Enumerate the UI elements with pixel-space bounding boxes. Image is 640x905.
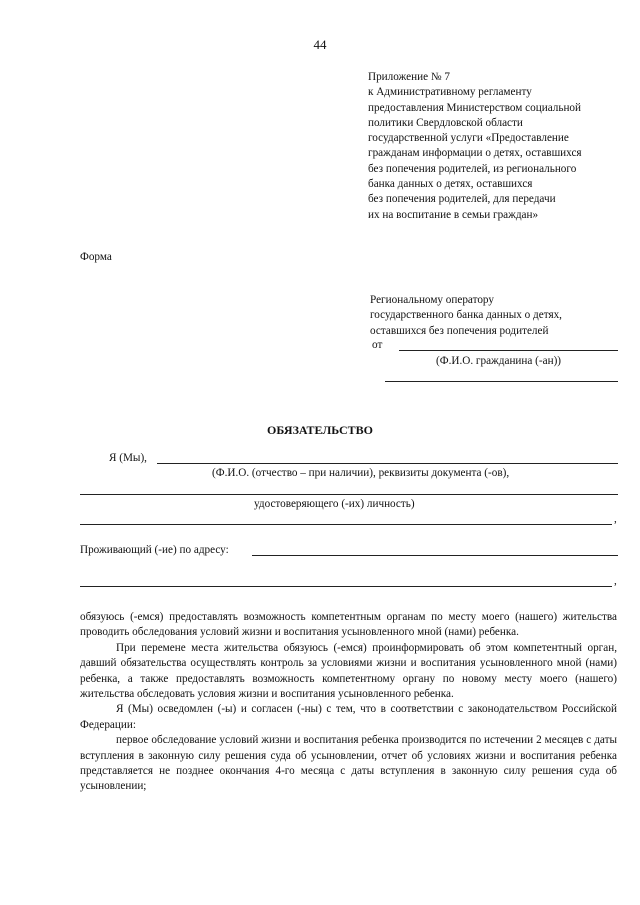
identity-hint: удостоверяющего (-их) личность)	[254, 498, 415, 510]
address-field[interactable]	[252, 555, 618, 556]
addressee-line: оставшихся без попечения родителей	[370, 324, 549, 337]
paragraph-relocation: При перемене места жительства обязуюсь (-емся) проинформировать об этом компетентный орган, давший обязательства осуществлять контроль за условиями жизни и воспитания усыновленного мной (нами) ребенка, а также предоставлять возможность компетентному органу по новому месту моего (нашего) жительства обследовать условия жизни и воспитания усыновленного ребенка.	[80, 641, 617, 701]
appendix-line: государственной услуги «Предоставление	[368, 132, 569, 145]
appendix-line: политики Свердловской области	[368, 116, 523, 129]
paragraph-first-inspection: первое обследование условий жизни и воспитания ребенка производится по истечении 2 месяцев с даты вступления в законную силу решения суда об усыновлении, отчет об условиях жизни и воспитания ребенка представляется не позднее окончания 4-го месяца с даты вступления в законную силу решения суда об усыновлении;	[80, 734, 617, 793]
form-label: Форма	[80, 251, 112, 263]
appendix-line: к Административному регламенту	[368, 86, 532, 99]
appendix-line: банка данных о детях, оставшихся	[368, 178, 533, 191]
from-label: от	[372, 339, 383, 351]
appendix-line: Приложение № 7	[368, 71, 450, 83]
appendix-line: их на воспитание в семьи граждан»	[368, 208, 539, 221]
addressee-line: Региональному оператору	[370, 294, 494, 306]
appendix-line: гражданам информации о детях, оставшихся	[368, 147, 582, 160]
identity-field[interactable]	[80, 524, 612, 525]
appendix-line: без попечения родителей, из регионального	[368, 162, 577, 175]
page-number: 44	[313, 37, 327, 52]
address-label: Проживающий (-ие) по адресу:	[80, 544, 229, 556]
identity-comma: ,	[614, 513, 617, 525]
address-field-2[interactable]	[80, 586, 612, 587]
applicant-field-2[interactable]	[80, 494, 618, 495]
appendix-line: без попечения родителей, для передачи	[368, 193, 556, 206]
applicant-field[interactable]	[157, 463, 618, 464]
fio-hint: (Ф.И.О. гражданина (-ан))	[436, 355, 562, 367]
applicant-label: Я (Мы),	[109, 452, 147, 464]
paragraph-awareness: Я (Мы) осведомлен (-ы) и согласен (-ны) с тем, что в соответствии с законодательством Российской Федерации:	[80, 703, 617, 731]
address-comma: ,	[614, 575, 617, 587]
body-text	[80, 610, 617, 795]
from-name-field-2[interactable]	[385, 381, 618, 382]
paragraph-obligation: обязуюсь (-емся) предоставлять возможность компетентным органам по месту моего (нашего) жительства проводить обследования условий жизни и воспитания усыновленного мной (нами) ребенка.	[80, 611, 617, 639]
addressee-line: государственного банка данных о детях,	[370, 309, 562, 322]
appendix-line: предоставления Министерством социальной	[368, 101, 582, 114]
document-title: ОБЯЗАТЕЛЬСТВО	[267, 423, 373, 437]
addressee-block	[370, 293, 630, 339]
applicant-hint: (Ф.И.О. (отчество – при наличии), реквизиты документа (-ов),	[212, 467, 510, 479]
from-name-field[interactable]	[399, 350, 618, 351]
appendix-header	[368, 70, 630, 223]
